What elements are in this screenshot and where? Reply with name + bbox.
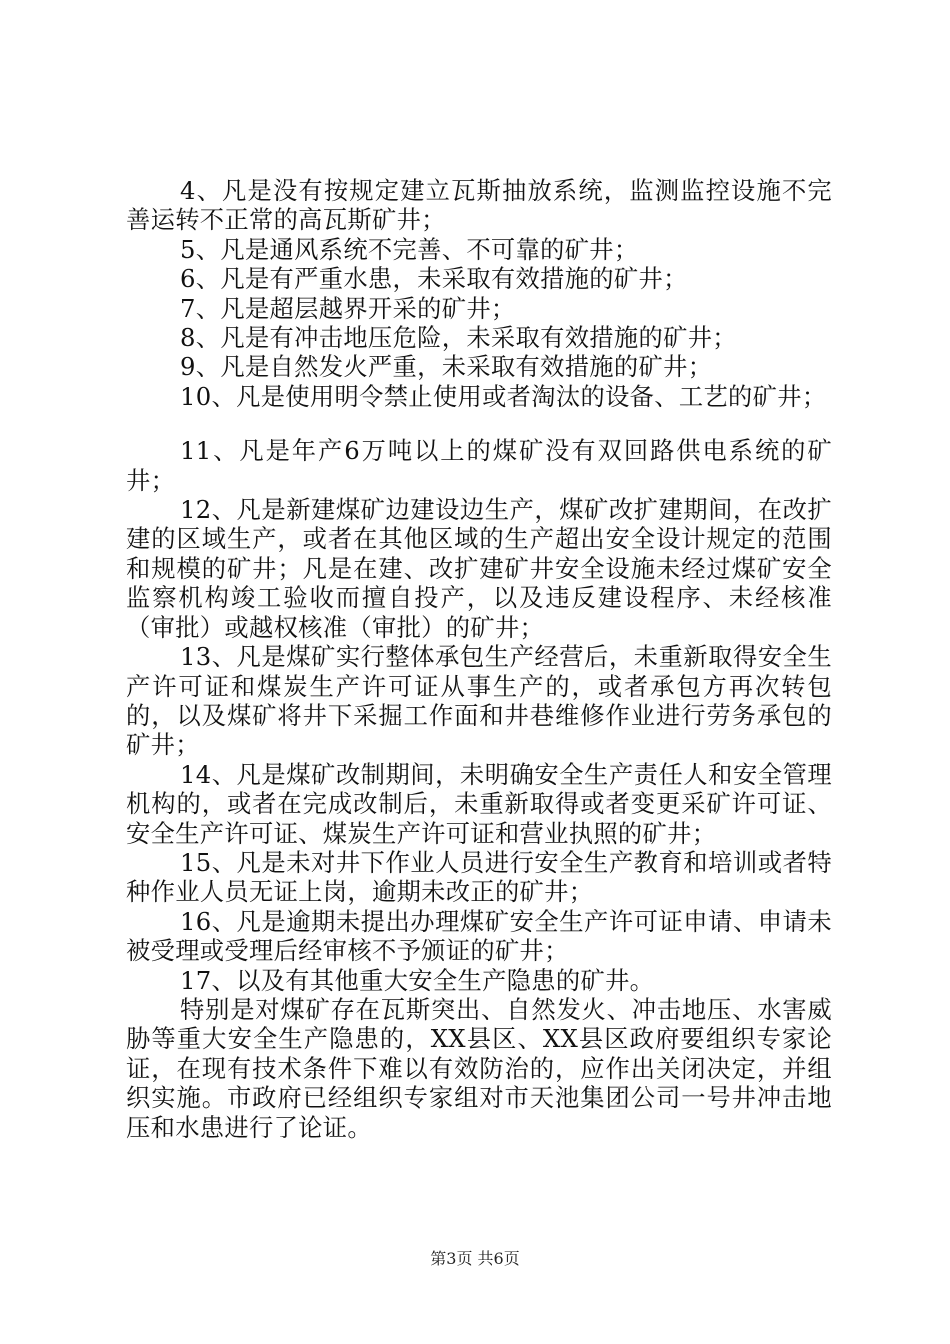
paragraph-item-17: 17、以及有其他重大安全生产隐患的矿井。 — [180, 965, 655, 995]
page-number-footer: 第3页 共6页 — [430, 1249, 520, 1268]
paragraph-summary: 特别是对煤矿存在瓦斯突出、自然发火、冲击地压、水害威胁等重大安全生产隐患的，XX县区、XX县区政府要组织专家论证，在现有技术条件下难以有效防治的，应作出关闭决定，并组织实施。市政府已经组织专家组对市天池集团公司一号井冲击地压和水患进行了论证。 — [126, 994, 832, 1142]
document-body — [126, 176, 832, 1142]
paragraph-item-11: 11、凡是年产6万吨以上的煤矿没有双回路供电系统的矿井； — [126, 436, 832, 495]
paragraph-item-15: 15、凡是未对井下作业人员进行安全生产教育和培训或者特种作业人员无证上岗，逾期未改正的矿井； — [126, 847, 832, 907]
paragraph-item-7: 7、凡是超层越界开采的矿井； — [180, 293, 516, 323]
paragraph-item-4: 4、凡是没有按规定建立瓦斯抽放系统，监测监控设施不完善运转不正常的高瓦斯矿井； — [126, 176, 832, 235]
paragraph-item-16: 16、凡是逾期未提出办理煤矿安全生产许可证申请、申请未被受理或受理后经审核不予颁证的矿井； — [126, 906, 832, 966]
paragraph-item-5: 5、凡是通风系统不完善、不可靠的矿井； — [180, 234, 639, 264]
paragraph-item-14: 14、凡是煤矿改制期间，未明确安全生产责任人和安全管理机构的，或者在完成改制后，未重新取得或者变更采矿许可证、安全生产许可证、煤炭生产许可证和营业执照的矿井； — [126, 759, 832, 848]
paragraph-item-6: 6、凡是有严重水患，未采取有效措施的矿井； — [180, 264, 688, 294]
paragraph-item-9: 9、凡是自然发火严重，未采取有效措施的矿井； — [180, 352, 713, 382]
paragraph-item-13: 13、凡是煤矿实行整体承包生产经营后，未重新取得安全生产许可证和煤炭生产许可证从事生产的，或者承包方再次转包的，以及煤矿将井下采掘工作面和井巷维修作业进行劳务承包的矿井； — [126, 642, 832, 760]
paragraph-item-12: 12、凡是新建煤矿边建设边生产，煤矿改扩建期间，在改扩建的区域生产，或者在其他区域的生产超出安全设计规定的范围和规模的矿井；凡是在建、改扩建矿井安全设施未经过煤矿安全监察机构竣工验收而擅自投产，以及违反建设程序、未经核准（审批）或越权核准（审批）的矿井； — [126, 495, 832, 642]
paragraph-item-10: 10、凡是使用明令禁止使用或者淘汰的设备、工艺的矿井； — [180, 381, 827, 411]
paragraph-item-8: 8、凡是有冲击地压危险，未采取有效措施的矿井； — [180, 323, 737, 353]
